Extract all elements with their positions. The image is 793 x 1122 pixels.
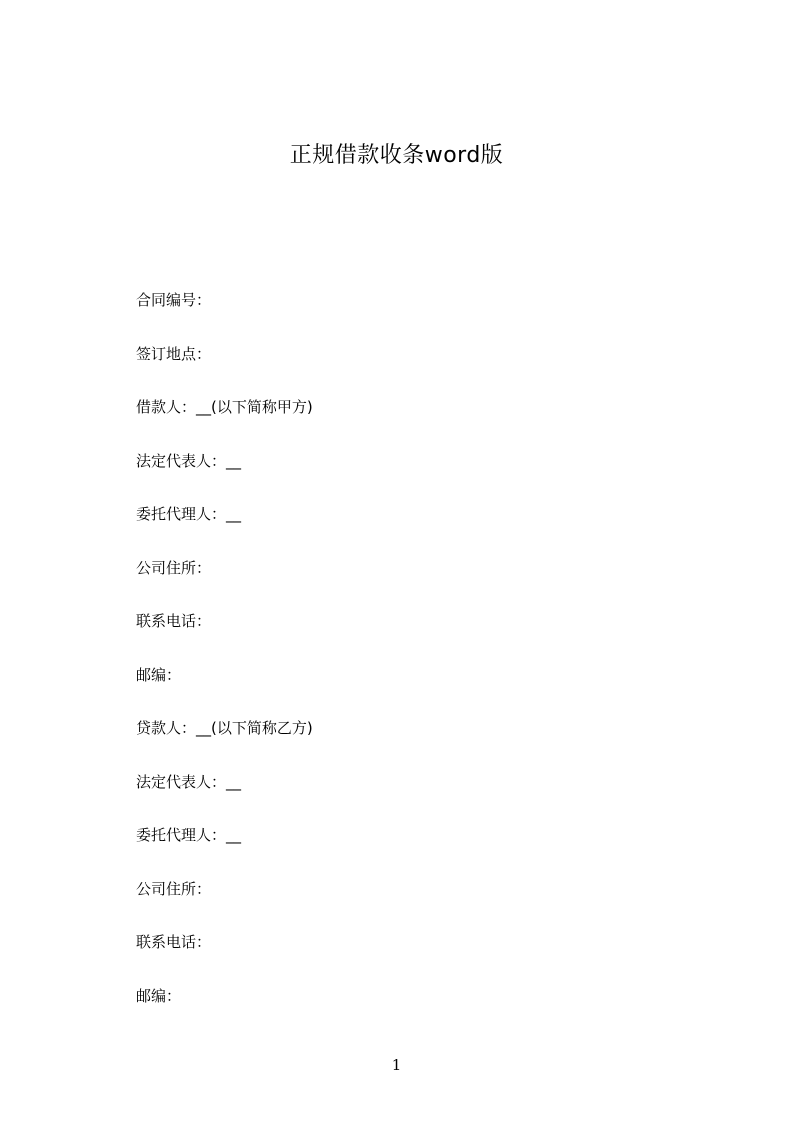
document-title: 正规借款收条word版 bbox=[289, 143, 504, 168]
field-lender-agent: 委托代理人：__ bbox=[136, 826, 242, 844]
field-borrower-legal-rep: 法定代表人：__ bbox=[136, 451, 242, 470]
contract-fields bbox=[136, 289, 313, 1038]
field-borrower-address: 公司住所： bbox=[136, 558, 212, 577]
field-lender-phone: 联系电话： bbox=[136, 933, 212, 951]
page-number: 1 bbox=[391, 1056, 402, 1074]
field-signing-place: 签订地点： bbox=[136, 344, 212, 363]
field-lender-address: 公司住所： bbox=[136, 879, 212, 898]
field-borrower-postcode: 邮编： bbox=[136, 665, 182, 684]
field-contract-number: 合同编号： bbox=[136, 291, 212, 309]
field-borrower-agent: 委托代理人：__ bbox=[136, 505, 242, 523]
field-lender-legal-rep: 法定代表人：__ bbox=[136, 772, 242, 791]
field-borrower-phone: 联系电话： bbox=[136, 612, 212, 630]
field-lender-postcode: 邮编： bbox=[136, 986, 182, 1005]
field-borrower: 借款人：__(以下简称甲方) bbox=[136, 398, 313, 416]
field-lender: 贷款人：__(以下简称乙方) bbox=[136, 719, 313, 737]
